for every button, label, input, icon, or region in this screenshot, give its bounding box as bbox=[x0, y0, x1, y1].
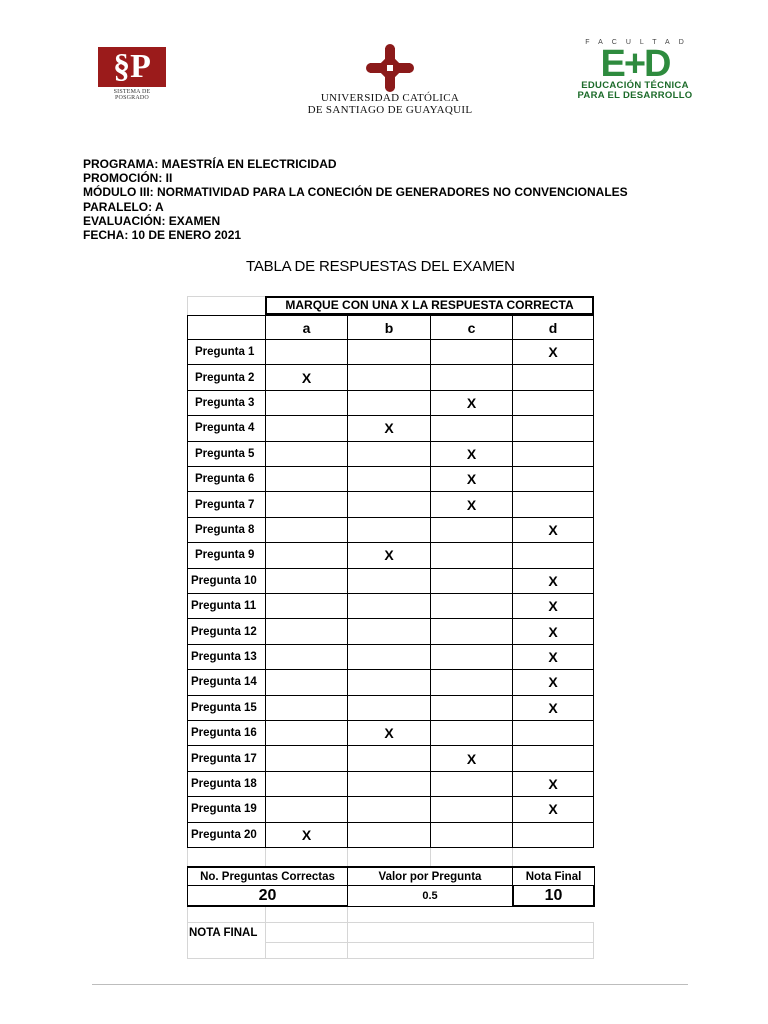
answer-mark: X bbox=[430, 442, 512, 467]
answer-cell bbox=[430, 340, 512, 365]
answer-cell bbox=[347, 594, 430, 619]
answer-cell bbox=[265, 543, 347, 568]
info-promocion: PROMOCIÓN: II bbox=[83, 171, 173, 186]
answer-cell bbox=[512, 721, 594, 746]
answer-mark: X bbox=[512, 340, 594, 365]
answer-cell bbox=[347, 442, 430, 467]
header-blank-cell bbox=[187, 296, 265, 315]
nota-final-wide-cell bbox=[347, 923, 594, 943]
answer-cell bbox=[265, 670, 347, 695]
answer-mark: X bbox=[512, 569, 594, 594]
answer-cell bbox=[512, 823, 594, 848]
column-header-d: d bbox=[512, 315, 594, 340]
etd-logo bbox=[570, 38, 700, 108]
answer-mark: X bbox=[347, 721, 430, 746]
answer-mark: X bbox=[512, 518, 594, 543]
etd-line1: EDUCACIÓN TÉCNICA bbox=[581, 80, 689, 91]
answer-cell bbox=[347, 823, 430, 848]
cross-crest-icon bbox=[366, 44, 414, 92]
answer-cell bbox=[347, 645, 430, 670]
answer-cell bbox=[430, 696, 512, 721]
answer-cell bbox=[265, 391, 347, 416]
value-per-question-label: Valor por Pregunta bbox=[347, 866, 512, 886]
column-header-b: b bbox=[347, 315, 430, 340]
question-label: Pregunta 11 bbox=[187, 594, 265, 619]
question-label: Pregunta 14 bbox=[187, 670, 265, 695]
answer-cell bbox=[430, 823, 512, 848]
answer-mark: X bbox=[265, 365, 347, 390]
question-label: Pregunta 5 bbox=[187, 442, 265, 467]
spacer-cell bbox=[187, 943, 265, 959]
answer-cell bbox=[430, 416, 512, 441]
answer-cell bbox=[347, 569, 430, 594]
question-label: Pregunta 13 bbox=[187, 645, 265, 670]
answer-cell bbox=[265, 416, 347, 441]
question-label: Pregunta 10 bbox=[187, 569, 265, 594]
answer-cell bbox=[347, 518, 430, 543]
question-label: Pregunta 18 bbox=[187, 772, 265, 797]
ucsg-logo bbox=[300, 44, 480, 116]
question-label: Pregunta 3 bbox=[187, 391, 265, 416]
answer-cell bbox=[265, 721, 347, 746]
question-label: Pregunta 6 bbox=[187, 467, 265, 492]
answer-cell bbox=[430, 619, 512, 644]
answer-mark: X bbox=[265, 823, 347, 848]
answer-cell bbox=[430, 518, 512, 543]
answer-mark: X bbox=[430, 746, 512, 771]
answer-mark: X bbox=[512, 797, 594, 822]
answer-mark: X bbox=[347, 416, 430, 441]
answer-cell bbox=[430, 721, 512, 746]
question-label: Pregunta 19 bbox=[187, 797, 265, 822]
answer-cell bbox=[347, 467, 430, 492]
info-modulo: MÓDULO III: NORMATIVIDAD PARA LA CONECIÓN DE GENERADORES NO CONVENCIONALES bbox=[83, 185, 628, 200]
answer-cell bbox=[265, 772, 347, 797]
answer-mark: X bbox=[347, 543, 430, 568]
answer-cell bbox=[347, 670, 430, 695]
spacer-cell bbox=[512, 848, 594, 866]
spacer-cell bbox=[347, 943, 594, 959]
info-evaluacion: EVALUACIÓN: EXAMEN bbox=[83, 213, 221, 228]
answer-cell bbox=[265, 594, 347, 619]
answer-mark: X bbox=[430, 391, 512, 416]
answer-cell bbox=[347, 340, 430, 365]
nota-final-label: NOTA FINAL bbox=[187, 923, 265, 943]
nota-final-cell bbox=[265, 923, 347, 943]
answer-mark: X bbox=[512, 670, 594, 695]
spacer-cell bbox=[265, 907, 347, 923]
final-grade-label: Nota Final bbox=[512, 866, 595, 886]
answer-cell bbox=[430, 772, 512, 797]
answer-cell bbox=[347, 391, 430, 416]
answer-cell bbox=[347, 772, 430, 797]
answer-cell bbox=[512, 442, 594, 467]
correct-count-label: No. Preguntas Correctas bbox=[187, 866, 347, 886]
answer-cell bbox=[430, 543, 512, 568]
etd-mark: E+D bbox=[600, 43, 670, 85]
answer-cell bbox=[347, 365, 430, 390]
answer-cell bbox=[512, 543, 594, 568]
column-header-a: a bbox=[265, 315, 347, 340]
answer-mark: X bbox=[512, 594, 594, 619]
final-grade-value: 10 bbox=[512, 886, 595, 907]
answer-cell bbox=[430, 797, 512, 822]
answer-mark: X bbox=[430, 467, 512, 492]
question-label: Pregunta 9 bbox=[187, 543, 265, 568]
posgrado-logo-mark: §P bbox=[98, 47, 166, 87]
answer-cell bbox=[512, 492, 594, 517]
answer-mark: X bbox=[512, 772, 594, 797]
answer-cell bbox=[512, 416, 594, 441]
spacer-cell bbox=[187, 907, 265, 923]
answer-cell bbox=[265, 569, 347, 594]
answer-cell bbox=[265, 340, 347, 365]
question-label: Pregunta 17 bbox=[187, 746, 265, 771]
answer-cell bbox=[265, 518, 347, 543]
correct-count-value: 20 bbox=[187, 886, 347, 907]
question-label: Pregunta 16 bbox=[187, 721, 265, 746]
question-label: Pregunta 12 bbox=[187, 619, 265, 644]
answer-cell bbox=[265, 746, 347, 771]
question-label: Pregunta 7 bbox=[187, 492, 265, 517]
footer-divider bbox=[92, 984, 688, 985]
posgrado-logo-caption: SISTEMA DE POSGRADO bbox=[113, 89, 151, 101]
info-programa: PROGRAMA: MAESTRÍA EN ELECTRICIDAD bbox=[83, 157, 337, 171]
spacer-cell bbox=[265, 848, 347, 866]
question-label: Pregunta 1 bbox=[187, 340, 265, 365]
question-label: Pregunta 20 bbox=[187, 823, 265, 848]
etd-facultad: FACULTAD bbox=[585, 39, 693, 46]
answer-cell bbox=[347, 619, 430, 644]
answer-cell bbox=[512, 365, 594, 390]
question-label: Pregunta 2 bbox=[187, 365, 265, 390]
answer-cell bbox=[347, 797, 430, 822]
answer-cell bbox=[430, 594, 512, 619]
column-header-c: c bbox=[430, 315, 512, 340]
exam-info bbox=[83, 157, 628, 242]
question-label: Pregunta 8 bbox=[187, 518, 265, 543]
question-label: Pregunta 15 bbox=[187, 696, 265, 721]
answer-cell bbox=[512, 467, 594, 492]
answer-mark: X bbox=[512, 619, 594, 644]
answer-cell bbox=[430, 365, 512, 390]
answer-mark: X bbox=[512, 696, 594, 721]
column-header-blank bbox=[187, 315, 265, 340]
spacer-cell bbox=[430, 848, 512, 866]
table-title: TABLA DE RESPUESTAS DEL EXAMEN bbox=[246, 258, 515, 275]
question-label: Pregunta 4 bbox=[187, 416, 265, 441]
answer-cell bbox=[265, 619, 347, 644]
answer-cell bbox=[430, 645, 512, 670]
spacer-cell bbox=[187, 848, 265, 866]
instruction-header: MARQUE CON UNA X LA RESPUESTA CORRECTA bbox=[265, 296, 594, 315]
answer-cell bbox=[512, 746, 594, 771]
posgrado-logo bbox=[98, 47, 166, 99]
answer-cell bbox=[430, 670, 512, 695]
answer-cell bbox=[430, 569, 512, 594]
ucsg-name-line1: UNIVERSIDAD CATÓLICA bbox=[320, 92, 460, 104]
info-fecha: FECHA: 10 DE ENERO 2021 bbox=[83, 228, 242, 243]
etd-line2: PARA EL DESARROLLO bbox=[577, 90, 693, 101]
answer-cell bbox=[347, 492, 430, 517]
answer-cell bbox=[265, 467, 347, 492]
ucsg-name-line2: DE SANTIAGO DE GUAYAQUIL bbox=[307, 104, 473, 116]
answer-cell bbox=[265, 645, 347, 670]
answer-mark: X bbox=[512, 645, 594, 670]
answer-cell bbox=[265, 492, 347, 517]
answer-cell bbox=[265, 797, 347, 822]
spacer-cell bbox=[347, 848, 430, 866]
answer-cell bbox=[265, 696, 347, 721]
answer-cell bbox=[512, 391, 594, 416]
spacer-cell bbox=[347, 907, 594, 923]
answer-mark: X bbox=[430, 492, 512, 517]
spacer-cell bbox=[265, 943, 347, 959]
answer-cell bbox=[347, 746, 430, 771]
answer-cell bbox=[347, 696, 430, 721]
value-per-question-value: 0.5 bbox=[347, 886, 512, 907]
answer-cell bbox=[265, 442, 347, 467]
info-paralelo: PARALELO: A bbox=[83, 199, 164, 214]
